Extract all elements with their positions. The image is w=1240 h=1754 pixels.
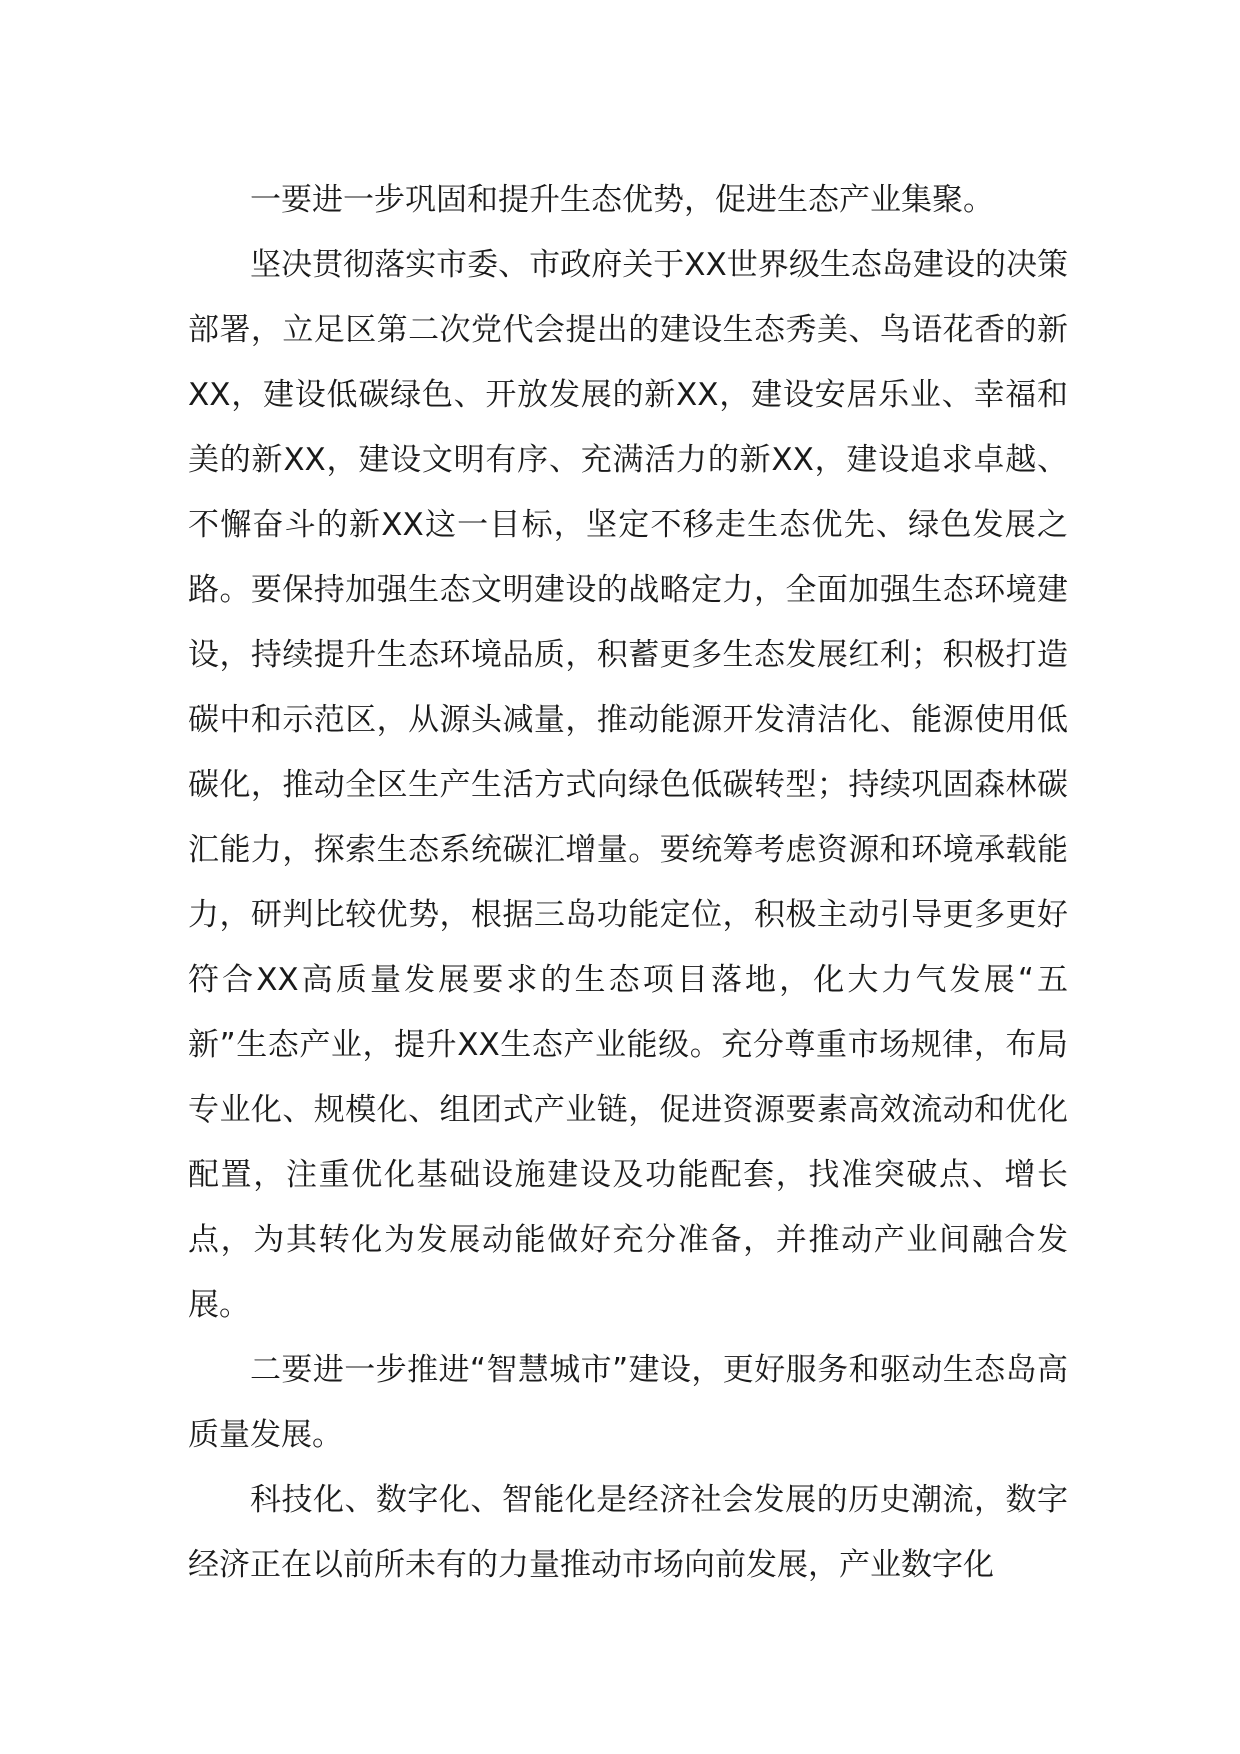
document-body [188, 168, 1068, 1598]
paragraph-heading-two: 二要进一步推进“智慧城市”建设，更好服务和驱动生态岛高质量发展。 [188, 1352, 1068, 1453]
paragraph-body-two: 科技化、数字化、智能化是经济社会发展的历史潮流，数字经济正在以前所未有的力量推动市场向前发展，产业数字化 [188, 1482, 1068, 1583]
paragraph-body-one: 坚决贯彻落实市委、市政府关于XX世界级生态岛建设的决策部署，立足区第二次党代会提出的建设生态秀美、鸟语花香的新XX，建设低碳绿色、开放发展的新XX，建设安居乐业、幸福和美的新XX，建设文明有序、充满活力的新XX，建设追求卓越、不懈奋斗的新XX这一目标，坚定不移走生态优先、绿色发展之路。要保持加强生态文明建设的战略定力，全面加强生态环境建设，持续提升生态环境品质，积蓄更多生态发展红利；积极打造碳中和示范区，从源头减量，推动能源开发清洁化、能源使用低碳化，推动全区生产生活方式向绿色低碳转型；持续巩固森林碳汇能力，探索生态系统碳汇增量。要统筹考虑资源和环境承载能力，研判比较优势，根据三岛功能定位，积极主动引导更多更好符合XX高质量发展要求的生态项目落地，化大力气发展“五新”生态产业，提升XX生态产业能级。充分尊重市场规律，布局专业化、规模化、组团式产业链，促进资源要素高效流动和优化配置，注重优化基础设施建设及功能配套，找准突破点、增长点，为其转化为发展动能做好充分准备，并推动产业间融合发展。 [188, 247, 1068, 1323]
paragraph-heading-one: 一要进一步巩固和提升生态优势，促进生态产业集聚。 [250, 182, 994, 218]
